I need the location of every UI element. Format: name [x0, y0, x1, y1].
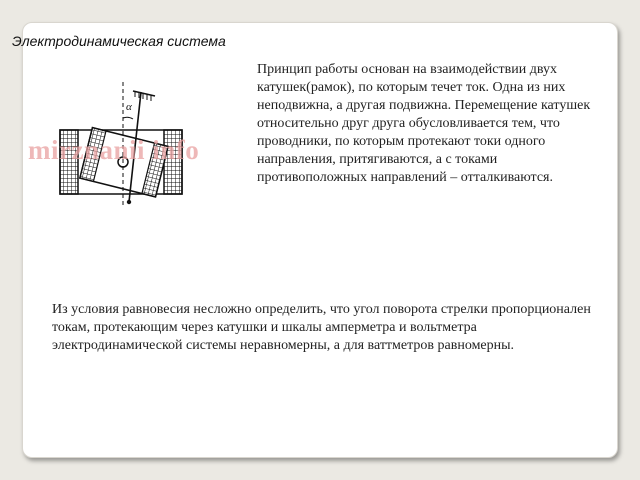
- angle-label: α: [126, 101, 132, 113]
- slide-title: Электродинамическая система: [12, 33, 226, 49]
- scale-bar: [133, 91, 155, 96]
- watermark: mirznanii info: [28, 135, 200, 165]
- principle-paragraph: Принцип работы основан на взаимодействии двух катушек(рамок), по которым течет ток. Одна из них неподвижна, а другая подвижна. Перемещение катушек относительно друг друга обусловливается тем, что проводники, по которым протекают токи одного направления, притягиваются, а с токами противоположных направлений – отталкиваются.: [257, 62, 591, 185]
- equilibrium-paragraph: Из условия равновесия несложно определить, что угол поворота стрелки пропорционален токам, протекающим через катушки и шкалы амперметра и вольтметра электродинамической системы неравномерны, а для ваттметров равномерны.: [52, 302, 591, 353]
